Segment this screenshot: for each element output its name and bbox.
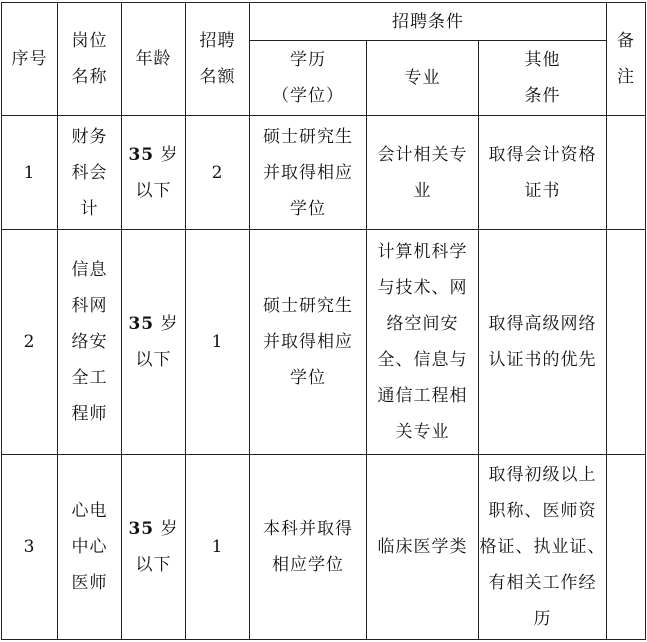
row-other: 取得会计资格 证书 — [479, 116, 607, 230]
row-education: 硕士研究生 并取得相应 学位 — [250, 230, 367, 455]
header-other: 其他 条件 — [479, 41, 607, 116]
row-major: 临床医学类 — [367, 455, 479, 640]
header-note: 备 注 — [607, 3, 646, 116]
header-position-name: 岗位 名称 — [58, 3, 122, 116]
row-position-name: 心电 中心 医师 — [58, 455, 122, 640]
header-conditions: 招聘条件 — [250, 3, 607, 41]
row-age: 35 岁 以下 — [122, 455, 186, 640]
row-note — [607, 230, 646, 455]
row-major: 计算机科学 与技术、网 络空间安 全、信息与 通信工程相 关专业 — [367, 230, 479, 455]
row-other: 取得初级以上 职称、医师资 格证、执业证、 有相关工作经 历 — [479, 455, 607, 640]
row-seq: 3 — [2, 455, 58, 640]
row-other: 取得高级网络 认证书的优先 — [479, 230, 607, 455]
row-note — [607, 455, 646, 640]
header-major: 专业 — [367, 41, 479, 116]
row-seq: 1 — [2, 116, 58, 230]
recruitment-table — [1, 2, 646, 640]
row-major: 会计相关专 业 — [367, 116, 479, 230]
row-quota: 1 — [186, 230, 250, 455]
row-position-name: 财务 科会 计 — [58, 116, 122, 230]
header-age: 年龄 — [122, 3, 186, 116]
table-row — [2, 230, 646, 455]
row-quota: 1 — [186, 455, 250, 640]
row-age: 35 岁 以下 — [122, 116, 186, 230]
row-note — [607, 116, 646, 230]
row-education: 硕士研究生 并取得相应 学位 — [250, 116, 367, 230]
row-position-name: 信息 科网 络安 全工 程师 — [58, 230, 122, 455]
header-seq: 序号 — [2, 3, 58, 116]
row-education: 本科并取得 相应学位 — [250, 455, 367, 640]
row-quota: 2 — [186, 116, 250, 230]
header-quota: 招聘 名额 — [186, 3, 250, 116]
header-row-1 — [2, 3, 646, 41]
row-seq: 2 — [2, 230, 58, 455]
header-education: 学历 （学位） — [250, 41, 367, 116]
table-row — [2, 116, 646, 230]
row-age: 35 岁 以下 — [122, 230, 186, 455]
table-row — [2, 455, 646, 640]
